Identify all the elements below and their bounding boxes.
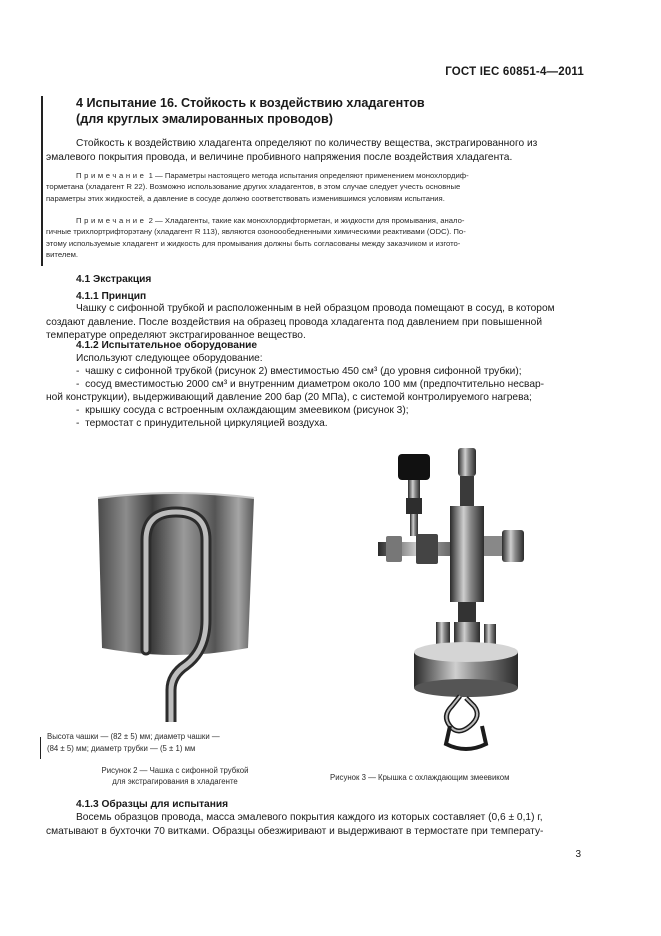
section-title-line1: 4 Испытание 16. Стойкость к воздействию хладагентов bbox=[76, 96, 425, 110]
page-number: 3 bbox=[575, 849, 581, 860]
specimens-paragraph bbox=[46, 811, 593, 838]
principle-line1: Чашку с сифонной трубкой и расположенным в ней образцом провода помещают в сосуд, в котором bbox=[76, 303, 555, 314]
equipment-item-2-text: сосуд вместимостью 2000 см³ и внутренним диаметром около 100 мм (предпочтительно несвар- bbox=[85, 379, 545, 390]
equipment-item-1 bbox=[76, 365, 593, 378]
heading-4-1-3: 4.1.3 Образцы для испытания bbox=[76, 799, 229, 810]
valve-knob bbox=[398, 454, 430, 480]
figure-2-caption bbox=[70, 765, 280, 787]
cup-dimensions-line1: Высота чашки — (82 ± 5) мм; диаметр чашки — bbox=[47, 732, 220, 741]
list-dash: - bbox=[76, 366, 80, 377]
cup-dimensions-line2: (84 ± 5) мм; диаметр трубки — (5 ± 1) мм bbox=[47, 744, 196, 754]
equipment-lead: Используют следующее оборудование: bbox=[76, 353, 263, 364]
cup-photo bbox=[86, 490, 264, 722]
note-2-line4: вителем. bbox=[46, 250, 79, 260]
list-dash: - bbox=[76, 379, 80, 390]
intro-paragraph bbox=[46, 137, 593, 164]
equipment-item-2-cont: ной конструкции), выдерживающий давление 200 бар (20 МПа), с системой контролируемого нагрева; bbox=[46, 392, 532, 403]
note-1-line2: торметана (хладагент R 22). Возможно использование других хладагентов, в этом случае следует учесть основные bbox=[46, 182, 461, 192]
figure-2-caption-line1: Рисунок 2 — Чашка с сифонной трубкой bbox=[101, 766, 249, 775]
lid-photo bbox=[370, 444, 540, 764]
sensor-cap bbox=[458, 448, 476, 476]
equipment-item-4-text: термостат с принудительной циркуляцией воздуха. bbox=[85, 418, 328, 429]
cup-dimensions bbox=[47, 731, 220, 756]
note-2-line2: гичные трихлортрифторэтану (хладагент R 113), являются озоноообедненными химическими реактивами (ODC). По- bbox=[46, 227, 466, 237]
note-2-label: Примечание bbox=[76, 216, 147, 225]
note-1-label: Примечание bbox=[76, 171, 147, 180]
intro-line2: эмалевого покрытия провода, и величине пробивного напряжения после воздействия хладагента. bbox=[46, 151, 513, 163]
note-2-line1: 2 — Хладагенты, такие как монохлордифторметан, и жидкости для промывания, анало- bbox=[148, 216, 465, 225]
principle-line3: температуре определяют экстрагированное вещество. bbox=[46, 330, 306, 342]
list-dash: - bbox=[76, 418, 80, 429]
figure-3-caption: Рисунок 3 — Крышка с охлаждающим змеевиком bbox=[330, 773, 510, 782]
specimens-line2: сматывают в бухточки 70 витками. Образцы обезжиривают и выдерживают в термостате при температу- bbox=[46, 825, 544, 837]
document-code: ГОСТ IEC 60851-4—2011 bbox=[445, 66, 584, 78]
change-bar-small bbox=[40, 737, 41, 759]
equipment-item-4 bbox=[76, 417, 593, 430]
equipment-item-2 bbox=[76, 378, 593, 391]
equipment-item-3-text: крышку сосуда с встроенным охлаждающим змеевиком (рисунок 3); bbox=[85, 405, 409, 416]
intro-line1: Стойкость к воздействию хладагента определяют по количеству вещества, экстрагированного из bbox=[76, 138, 538, 149]
note-1 bbox=[46, 170, 593, 204]
heading-4-1-1: 4.1.1 Принцип bbox=[76, 291, 147, 302]
figure-2-caption-line2: для экстрагирования в хладагенте bbox=[112, 777, 238, 787]
equipment-item-3 bbox=[76, 404, 593, 417]
section-title-line2: (для круглых эмалированных проводов) bbox=[76, 112, 333, 126]
heading-4-1-2: 4.1.2 Испытательное оборудование bbox=[76, 340, 258, 351]
equipment-item-1-text: чашку с сифонной трубкой (рисунок 2) вместимостью 450 см³ (до уровня сифонной трубки); bbox=[85, 366, 522, 377]
principle-line2: создают давление. После воздействия на образец провода хладагента под давлением при повышенной bbox=[46, 316, 543, 328]
principle-paragraph bbox=[46, 302, 593, 343]
heading-4-1: 4.1 Экстракция bbox=[76, 274, 152, 285]
list-dash: - bbox=[76, 405, 80, 416]
change-bar bbox=[41, 96, 43, 266]
section-title bbox=[76, 95, 425, 127]
note-2-line3: этому используемые хладагент и жидкость для промывания должны быть согласованы между заказчиком и изгото- bbox=[46, 238, 461, 248]
central-block bbox=[450, 506, 484, 602]
note-2 bbox=[46, 215, 593, 261]
note-1-line1: 1 — Параметры настоящего метода испытания определяют применением монохлордиф- bbox=[148, 171, 469, 180]
note-1-line3: параметры этих жидкостей, а давление в сосуде должно соответствовать изменившимся условиям испытания. bbox=[46, 193, 445, 203]
specimens-line1: Восемь образцов провода, масса эмалевого покрытия каждого из которых составляет (0,6 ± 0,1) г, bbox=[76, 812, 543, 823]
